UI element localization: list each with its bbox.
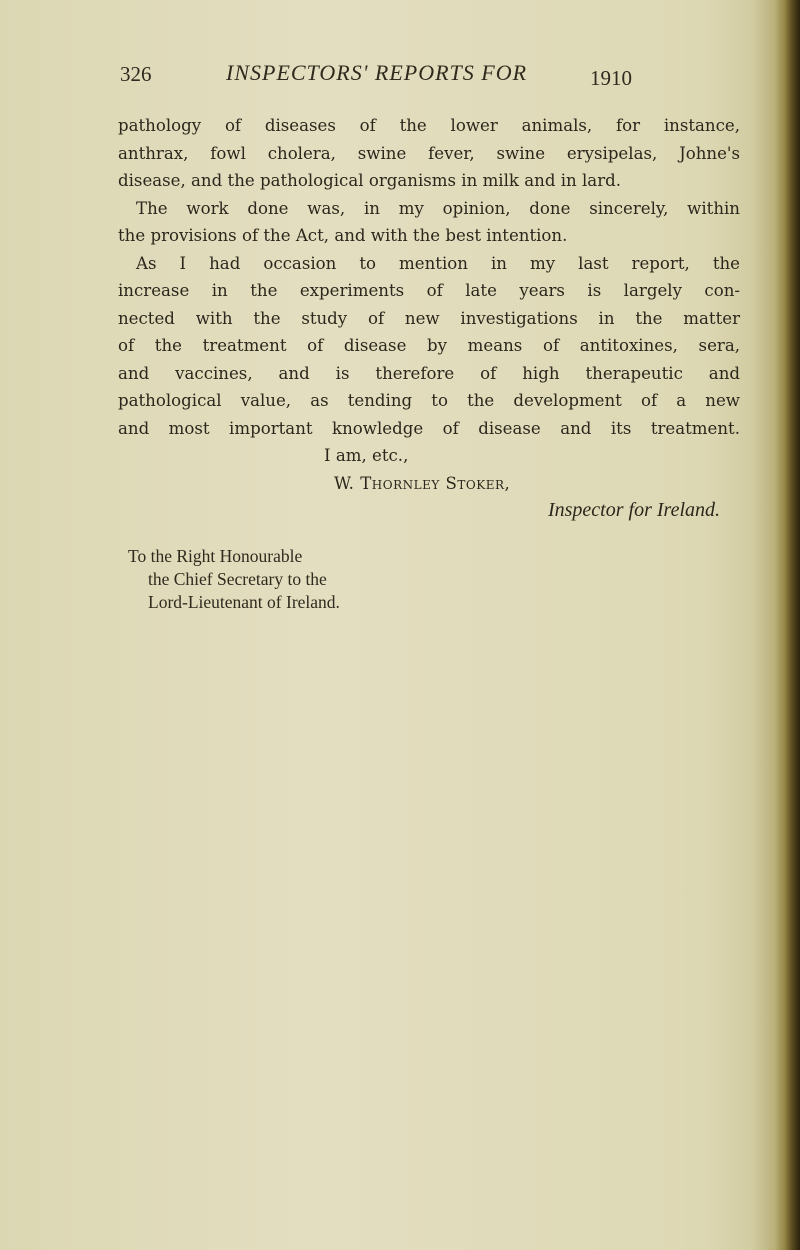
running-title: INSPECTORS' REPORTS FOR: [226, 60, 528, 85]
running-title-year: 1910: [590, 66, 632, 90]
body-line: anthrax, fowl cholera, swine fever, swine erysipelas, Johne's: [118, 143, 740, 163]
address-line-2: the Chief Secretary to the: [148, 569, 327, 589]
signature-name: W. Thornley Stoker,: [334, 473, 511, 493]
report-body: [118, 112, 740, 525]
body-line: nected with the study of new investigations in the matter: [118, 308, 740, 328]
body-line: disease, and the pathological organisms in milk and in lard.: [118, 171, 622, 190]
signature-title: Inspector for Ireland.: [547, 499, 720, 521]
body-line: and most important knowledge of disease and its treatment.: [118, 418, 740, 438]
body-line: the provisions of the Act, and with the best intention.: [118, 226, 568, 245]
body-line: increase in the experiments of late years is largely con-: [118, 281, 740, 300]
address-line-3: Lord-Lieutenant of Ireland.: [148, 592, 340, 612]
page-binding-edge: [774, 0, 800, 1250]
body-line: The work done was, in my opinion, done sincerely, within: [136, 198, 740, 218]
page-header: [120, 58, 680, 92]
address-line-1: To the Right Honourable: [128, 546, 303, 566]
addressee-block: [128, 545, 340, 614]
body-line: and vaccines, and is therefore of high therapeutic and: [118, 363, 740, 383]
body-line: of the treatment of disease by means of antitoxines, sera,: [118, 336, 740, 355]
body-line: As I had occasion to mention in my last report, the: [136, 253, 740, 273]
page-number: 326: [120, 62, 152, 86]
body-line: pathological value, as tending to the development of a new: [118, 391, 740, 410]
body-line: pathology of diseases of the lower animals, for instance,: [118, 116, 740, 135]
closing-line: I am, etc.,: [324, 446, 409, 465]
